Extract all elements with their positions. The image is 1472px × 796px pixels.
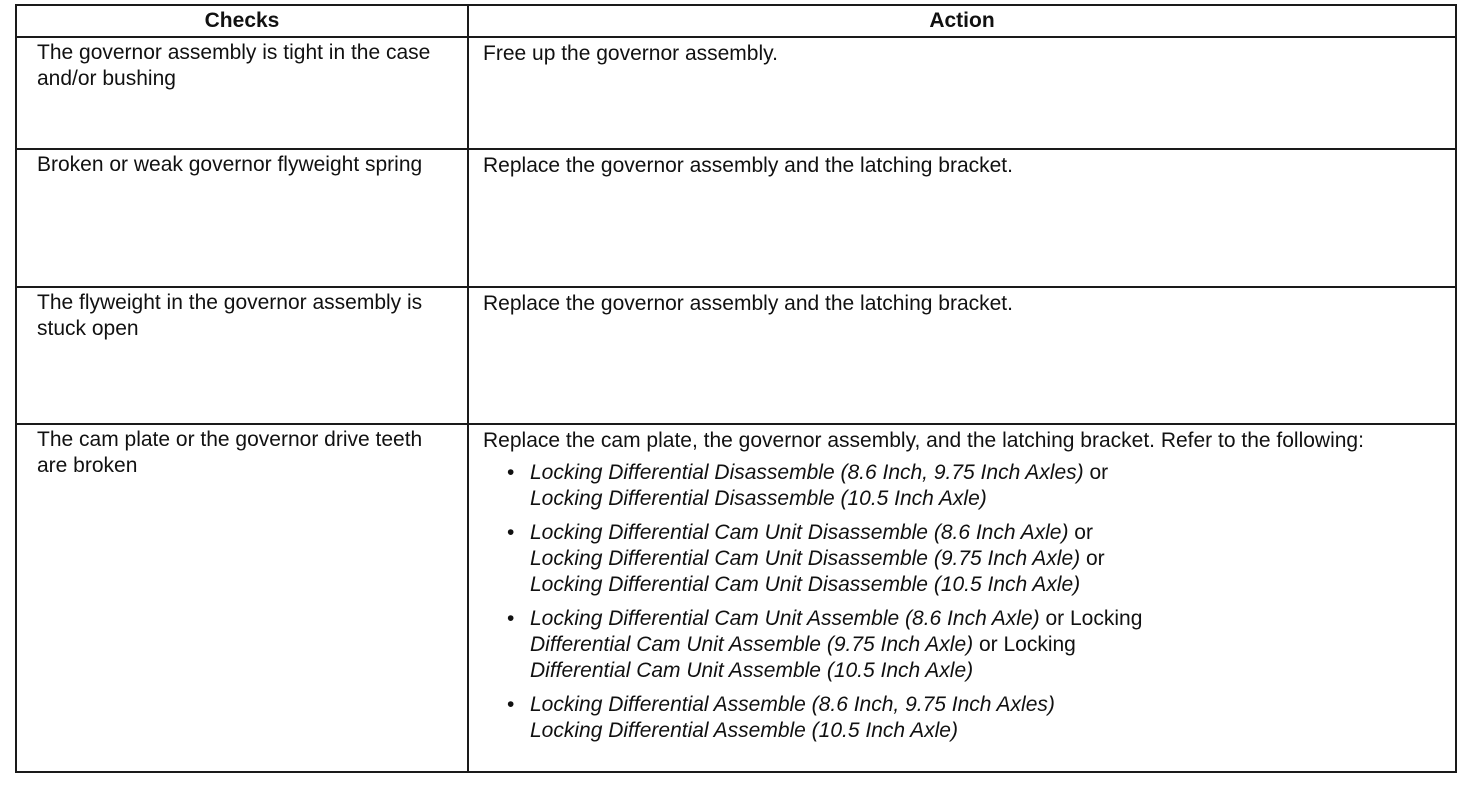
reference-line (530, 460, 1445, 486)
conjunction: or (1089, 461, 1109, 484)
bullet-icon: • (507, 461, 515, 484)
table-row (16, 149, 1456, 287)
reference-link[interactable]: Locking Differential Disassemble (10.5 Inch Axle) (530, 487, 987, 510)
conjunction: or (1074, 521, 1093, 544)
reference-line (530, 520, 1445, 546)
reference-link[interactable]: Locking Differential Assemble (8.6 Inch, 9.75 Inch Axles) (530, 693, 1055, 716)
reference-list (483, 460, 1445, 744)
action-text: Replace the cam plate, the governor assembly, and the latching bracket. Refer to the following: (483, 429, 1364, 452)
conjunction: or (1085, 547, 1105, 570)
reference-item (483, 692, 1445, 744)
diagnostic-table (15, 4, 1457, 773)
reference-line (530, 632, 1445, 658)
reference-link[interactable]: Differential Cam Unit Assemble (10.5 Inch Axle) (530, 659, 974, 682)
action-column-header: Action (468, 5, 1456, 37)
reference-line (530, 546, 1445, 572)
action-cell: Free up the governor assembly. (468, 37, 1456, 149)
check-cell: The flyweight in the governor assembly is stuck open (16, 287, 468, 424)
table-row (16, 287, 1456, 424)
checks-column-header: Checks (16, 5, 468, 37)
check-cell: The governor assembly is tight in the case and/or bushing (16, 37, 468, 149)
action-cell: Replace the governor assembly and the latching bracket. (468, 287, 1456, 424)
check-cell: The cam plate or the governor drive teeth are broken (16, 424, 468, 772)
reference-link[interactable]: Differential Cam Unit Assemble (9.75 Inch Axle) (530, 633, 974, 656)
check-cell: Broken or weak governor flyweight spring (16, 149, 468, 287)
reference-item (483, 520, 1445, 598)
reference-item (483, 460, 1445, 512)
table-row (16, 424, 1456, 772)
action-cell (468, 424, 1456, 772)
conjunction: or Locking (978, 633, 1076, 656)
bullet-icon: • (507, 693, 515, 716)
bullet-icon: • (507, 607, 515, 630)
reference-link[interactable]: Locking Differential Assemble (10.5 Inch Axle) (530, 719, 958, 742)
reference-link[interactable]: Locking Differential Disassemble (8.6 Inch, 9.75 Inch Axles) (530, 461, 1084, 484)
action-cell: Replace the governor assembly and the latching bracket. (468, 149, 1456, 287)
bullet-icon: • (507, 521, 515, 544)
conjunction: or Locking (1045, 607, 1143, 630)
table-row (16, 37, 1456, 149)
header-row (16, 5, 1456, 37)
reference-line (530, 606, 1445, 632)
reference-link[interactable]: Locking Differential Cam Unit Disassemble (9.75 Inch Axle) (530, 547, 1081, 570)
reference-link[interactable]: Locking Differential Cam Unit Assemble (8.6 Inch Axle) (530, 607, 1040, 630)
reference-item (483, 606, 1445, 684)
reference-link[interactable]: Locking Differential Cam Unit Disassemble (8.6 Inch Axle) (530, 521, 1069, 544)
reference-link[interactable]: Locking Differential Cam Unit Disassemble (10.5 Inch Axle) (530, 573, 1081, 596)
